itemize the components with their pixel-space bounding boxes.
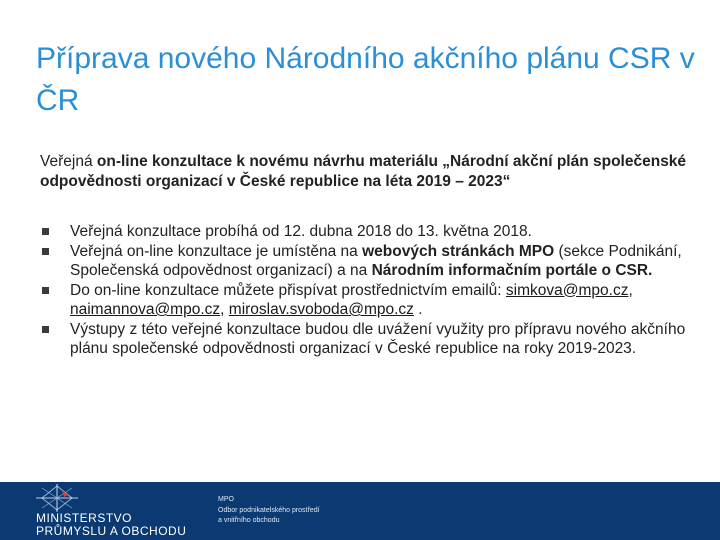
- email-link-svoboda[interactable]: miroslav.svoboda@mpo.cz: [228, 301, 414, 318]
- location-text: Veřejná on-line konzultace je umístěna na: [70, 242, 363, 260]
- bullet-square-icon: [42, 228, 49, 235]
- email-end: .: [413, 301, 423, 318]
- logo-line-2: PRŮMYSLU A OBCHODU: [36, 524, 187, 538]
- email-intro-text: Do on-line konzultace můžete přispívat prostřednictvím emailů:: [70, 281, 506, 299]
- outputs-text: Výstupy z této veřejné konzultace budou dle uvážení využity pro přípravu nového akčního plánu společenské odpovědnosti organizací v České republice na roky 2019-2023.: [70, 320, 686, 357]
- footer-bar: [0, 482, 720, 540]
- bullet-square-icon: [42, 326, 49, 333]
- slide-title: Příprava nového Národního akčního plánu CSR v ČR: [36, 42, 695, 117]
- list-item: [40, 281, 695, 320]
- consultation-dates: Veřejná konzultace probíhá od 12. dubna 2018 do 13. května 2018.: [70, 223, 532, 240]
- intro-bold-text: on-line konzultace k novému návrhu materiálu „Národní akční plán společenské odpovědnosti organizací v České republice na léta 2019 – 2023“: [40, 153, 687, 190]
- location-section-text: (sekce Podnikání, Společenská odpovědnost organizací) a na: [70, 242, 682, 279]
- list-item: [40, 222, 695, 242]
- bullet-list: [40, 222, 695, 359]
- email-link-naimannova[interactable]: naimannova@mpo.cz: [70, 301, 221, 318]
- intro-paragraph: [40, 152, 690, 192]
- intro-text: Veřejná: [40, 153, 97, 170]
- footer-department-line-1: Odbor podnikatelského prostředí: [218, 507, 320, 514]
- list-item: [40, 320, 695, 359]
- footer-org: MPO: [218, 496, 234, 503]
- mpo-website-text: webových stránkách MPO: [362, 242, 555, 260]
- bullet-square-icon: [42, 248, 49, 255]
- email-separator: ,: [220, 301, 229, 318]
- footer-department-line-2: a vnitřního obchodu: [218, 517, 280, 524]
- list-item: [40, 242, 695, 281]
- email-link-simkova[interactable]: simkova@mpo.cz: [505, 281, 629, 299]
- email-separator: ,: [628, 281, 633, 299]
- bullet-square-icon: [42, 287, 49, 294]
- logo-line-1: MINISTERSTVO: [36, 511, 133, 525]
- csr-portal-text: Národním informačním portále o CSR.: [371, 262, 653, 279]
- ministry-logo-icon: [34, 484, 80, 512]
